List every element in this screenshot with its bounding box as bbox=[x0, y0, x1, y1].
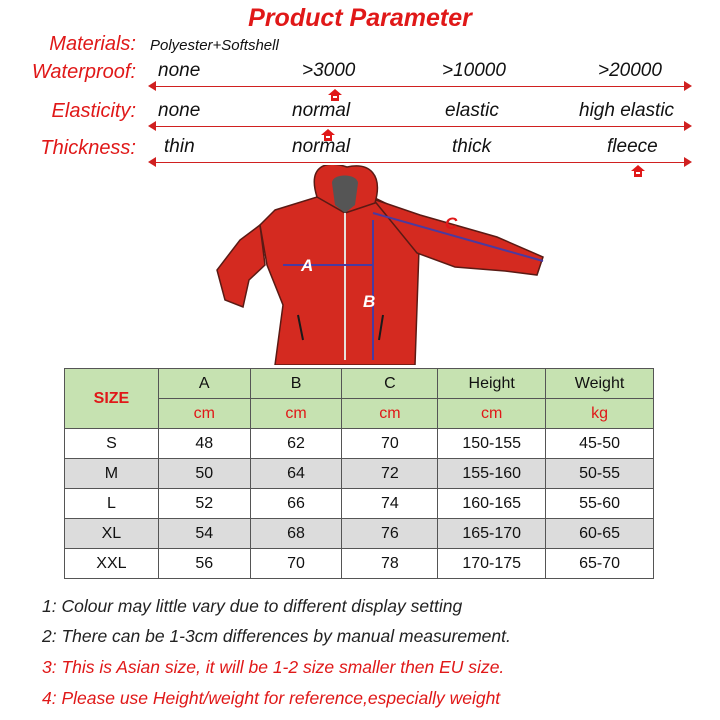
column-header: C bbox=[342, 369, 438, 399]
table-row bbox=[65, 459, 654, 489]
table-cell: 78 bbox=[342, 549, 438, 579]
note-4: 4: Please use Height/weight for reference,especially weight bbox=[42, 688, 501, 708]
scale-option: none bbox=[158, 100, 201, 121]
size-table bbox=[64, 368, 654, 579]
table-cell: 70 bbox=[342, 429, 438, 459]
scale-option: normal bbox=[292, 100, 351, 121]
table-cell: XXL bbox=[65, 549, 159, 579]
jacket-diagram bbox=[205, 165, 550, 365]
scale-option: fleece bbox=[607, 136, 658, 157]
table-cell: L bbox=[65, 489, 159, 519]
table-cell: 52 bbox=[158, 489, 250, 519]
table-row bbox=[65, 519, 654, 549]
scale-option: >3000 bbox=[302, 60, 356, 81]
table-cell: 160-165 bbox=[438, 489, 546, 519]
note-2: 2: There can be 1-3cm differences by manual measurement. bbox=[42, 626, 511, 646]
table-header-row bbox=[65, 369, 654, 399]
column-header: B bbox=[250, 369, 342, 399]
unit-cell: cm bbox=[250, 399, 342, 429]
scale-option: none bbox=[158, 60, 201, 81]
elasticity-scale bbox=[150, 100, 690, 122]
table-cell: 76 bbox=[342, 519, 438, 549]
table-cell: 70 bbox=[250, 549, 342, 579]
thickness-scale bbox=[150, 136, 690, 158]
measure-label-c: C bbox=[445, 214, 458, 233]
column-header: Weight bbox=[546, 369, 654, 399]
unit-cell: cm bbox=[158, 399, 250, 429]
unit-cell: cm bbox=[438, 399, 546, 429]
elasticity-label: Elasticity: bbox=[51, 100, 136, 122]
table-cell: M bbox=[65, 459, 159, 489]
table-cell: 66 bbox=[250, 489, 342, 519]
table-cell: 74 bbox=[342, 489, 438, 519]
table-cell: 62 bbox=[250, 429, 342, 459]
table-cell: 45-50 bbox=[546, 429, 654, 459]
table-cell: 170-175 bbox=[438, 549, 546, 579]
table-cell: 60-65 bbox=[546, 519, 654, 549]
table-cell: 150-155 bbox=[438, 429, 546, 459]
table-cell: XL bbox=[65, 519, 159, 549]
page-title: Product Parameter bbox=[248, 4, 472, 32]
column-header: A bbox=[158, 369, 250, 399]
scale-option: thick bbox=[452, 136, 492, 157]
scale-option: normal bbox=[292, 136, 351, 157]
scale-option: elastic bbox=[445, 100, 499, 121]
materials-label: Materials: bbox=[49, 33, 136, 55]
table-cell: 72 bbox=[342, 459, 438, 489]
table-cell: 48 bbox=[158, 429, 250, 459]
table-row bbox=[65, 429, 654, 459]
waterproof-scale bbox=[150, 60, 690, 82]
scale-option: high elastic bbox=[579, 100, 675, 121]
table-cell: 56 bbox=[158, 549, 250, 579]
table-cell: 55-60 bbox=[546, 489, 654, 519]
note-3: 3: This is Asian size, it will be 1-2 size smaller then EU size. bbox=[42, 657, 505, 677]
thickness-label: Thickness: bbox=[40, 137, 136, 159]
table-cell: 65-70 bbox=[546, 549, 654, 579]
table-cell: S bbox=[65, 429, 159, 459]
table-row bbox=[65, 549, 654, 579]
scale-option: thin bbox=[164, 136, 195, 157]
scale-option: >20000 bbox=[598, 60, 662, 81]
table-cell: 155-160 bbox=[438, 459, 546, 489]
waterproof-label: Waterproof: bbox=[31, 61, 136, 83]
selected-marker-icon bbox=[631, 165, 645, 177]
table-cell: 165-170 bbox=[438, 519, 546, 549]
table-row bbox=[65, 489, 654, 519]
materials-value: Polyester+Softshell bbox=[150, 37, 279, 54]
table-cell: 64 bbox=[250, 459, 342, 489]
unit-cell: cm bbox=[342, 399, 438, 429]
scale-option: >10000 bbox=[442, 60, 506, 81]
table-cell: 50-55 bbox=[546, 459, 654, 489]
measure-label-a: A bbox=[301, 256, 314, 275]
size-header: SIZE bbox=[65, 369, 159, 429]
table-cell: 54 bbox=[158, 519, 250, 549]
unit-cell: kg bbox=[546, 399, 654, 429]
measure-label-b: B bbox=[363, 292, 376, 311]
column-header: Height bbox=[438, 369, 546, 399]
table-cell: 68 bbox=[250, 519, 342, 549]
note-1: 1: Colour may little vary due to different display setting bbox=[42, 596, 463, 616]
table-cell: 50 bbox=[158, 459, 250, 489]
